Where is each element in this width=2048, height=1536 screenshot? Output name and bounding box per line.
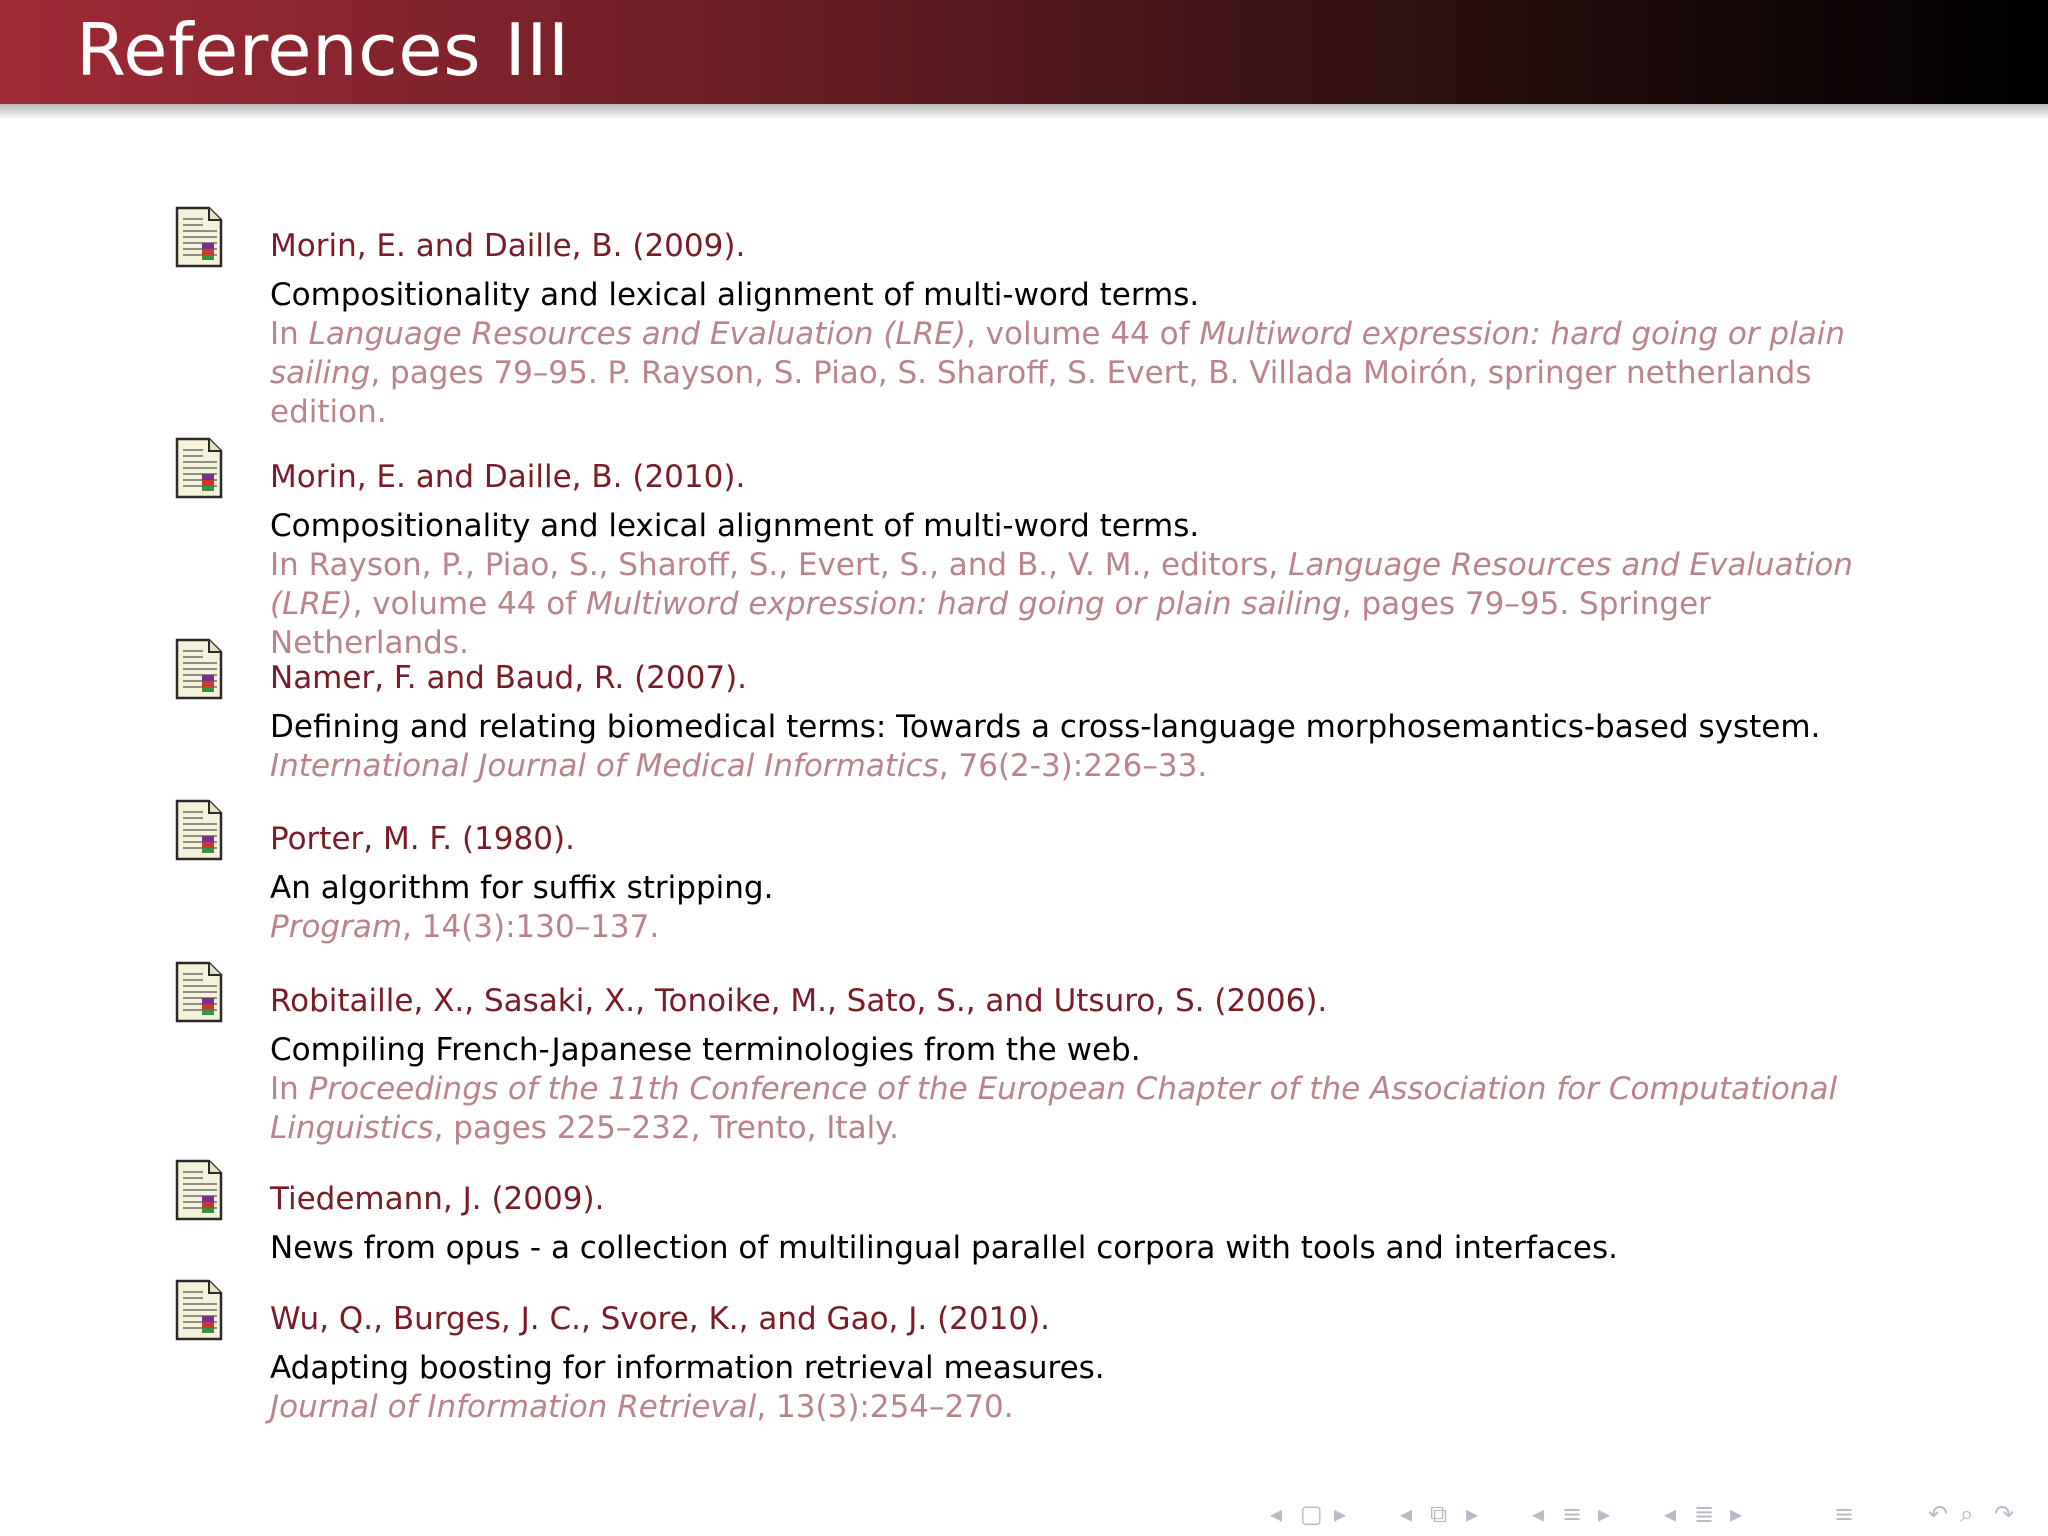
forward-icon[interactable]: ↷ [1994,1500,2015,1528]
reference-title: Defining and relating biomedical terms: Towards a cross-language morphosemantics-based system. [270,709,1821,745]
subsection-icon[interactable]: ⧉ [1430,1500,1448,1528]
frame-icon[interactable]: ▢ [1300,1500,1323,1528]
reference-author: Namer, F. and Baud, R. (2007). [270,660,748,696]
reference-title: Compositionality and lexical alignment of multi-word terms. [270,277,1200,313]
reference-title: An algorithm for suffix stripping. [270,870,774,906]
beamer-navigation [1260,1500,2040,1532]
reference-author: Morin, E. and Daille, B. (2009). [270,228,746,264]
reference-venue: Journal of Information Retrieval, 13(3):254–270. [270,1389,1014,1425]
reference-author: Wu, Q., Burges, J. C., Svore, K., and Gao, J. (2010). [270,1301,1051,1337]
reference-venue: Program, 14(3):130–137. [270,909,660,945]
venue-italic: Journal of Information Retrieval [270,1389,757,1425]
reference-venue: In Language Resources and Evaluation (LRE), volume 44 of Multiword expression: hard going or plain sailing, pages 79–95. P. Rayson, S. Piao, S. Sharoff, S. Evert, B. Villada Moirón, springer netherlands edition. [270,316,1845,430]
reference-title: Compiling French-Japanese terminologies from the web. [270,1032,1141,1068]
next-frame-icon[interactable]: ▸ [1334,1500,1347,1528]
venue-italic: Language Resources and Evaluation (LRE) [270,547,1853,622]
venue-italic: Program [270,909,403,945]
reference-author: Morin, E. and Daille, B. (2010). [270,459,746,495]
search-icon[interactable]: ⌕ [1960,1500,1974,1528]
reference-title: Compositionality and lexical alignment of multi-word terms. [270,508,1200,544]
next-section-icon[interactable]: ▸ [1598,1500,1611,1528]
section-icon[interactable]: ≡ [1562,1500,1583,1528]
reference-venue: International Journal of Medical Informatics, 76(2-3):226–33. [270,748,1208,784]
venue-italic: Proceedings of the 11th Conference of the European Chapter of the Association for Computational Linguistics [270,1071,1838,1146]
document-icon [174,798,224,862]
prev-part-icon[interactable]: ◂ [1664,1500,1677,1528]
slide-title: References III [76,8,570,92]
document-icon [174,637,224,701]
reference-author: Robitaille, X., Sasaki, X., Tonoike, M., Sato, S., and Utsuro, S. (2006). [270,983,1328,1019]
prev-frame-icon[interactable]: ◂ [1270,1500,1283,1528]
venue-italic: Language Resources and Evaluation (LRE) [308,316,966,352]
document-icon [174,1158,224,1222]
venue-italic: Multiword expression: hard going or plain sailing [586,586,1342,622]
next-part-icon[interactable]: ▸ [1730,1500,1743,1528]
outline-icon[interactable]: ≡ [1834,1500,1855,1528]
document-icon [174,960,224,1024]
document-icon [174,436,224,500]
part-icon[interactable]: ≣ [1694,1500,1715,1528]
reference-author: Porter, M. F. (1980). [270,821,575,857]
document-icon [174,1278,224,1342]
reference-title: News from opus - a collection of multilingual parallel corpora with tools and interfaces. [270,1230,1618,1266]
prev-subsection-icon[interactable]: ◂ [1400,1500,1413,1528]
document-icon [174,205,224,269]
reference-author: Tiedemann, J. (2009). [270,1181,605,1217]
reference-venue: In Rayson, P., Piao, S., Sharoff, S., Evert, S., and B., V. M., editors, Language Resources and Evaluation (LRE), volume 44 of Multiword expression: hard going or plain sailing, pages 79–95. Springer Netherlands. [270,547,1853,661]
venue-italic: Multiword expression: hard going or plain sailing [270,316,1845,391]
prev-section-icon[interactable]: ◂ [1532,1500,1545,1528]
reference-venue: In Proceedings of the 11th Conference of the European Chapter of the Association for Computational Linguistics, pages 225–232, Trento, Italy. [270,1071,1838,1146]
reference-title: Adapting boosting for information retrieval measures. [270,1350,1105,1386]
venue-italic: International Journal of Medical Informatics [270,748,939,784]
back-icon[interactable]: ↶ [1928,1500,1949,1528]
next-subsection-icon[interactable]: ▸ [1466,1500,1479,1528]
